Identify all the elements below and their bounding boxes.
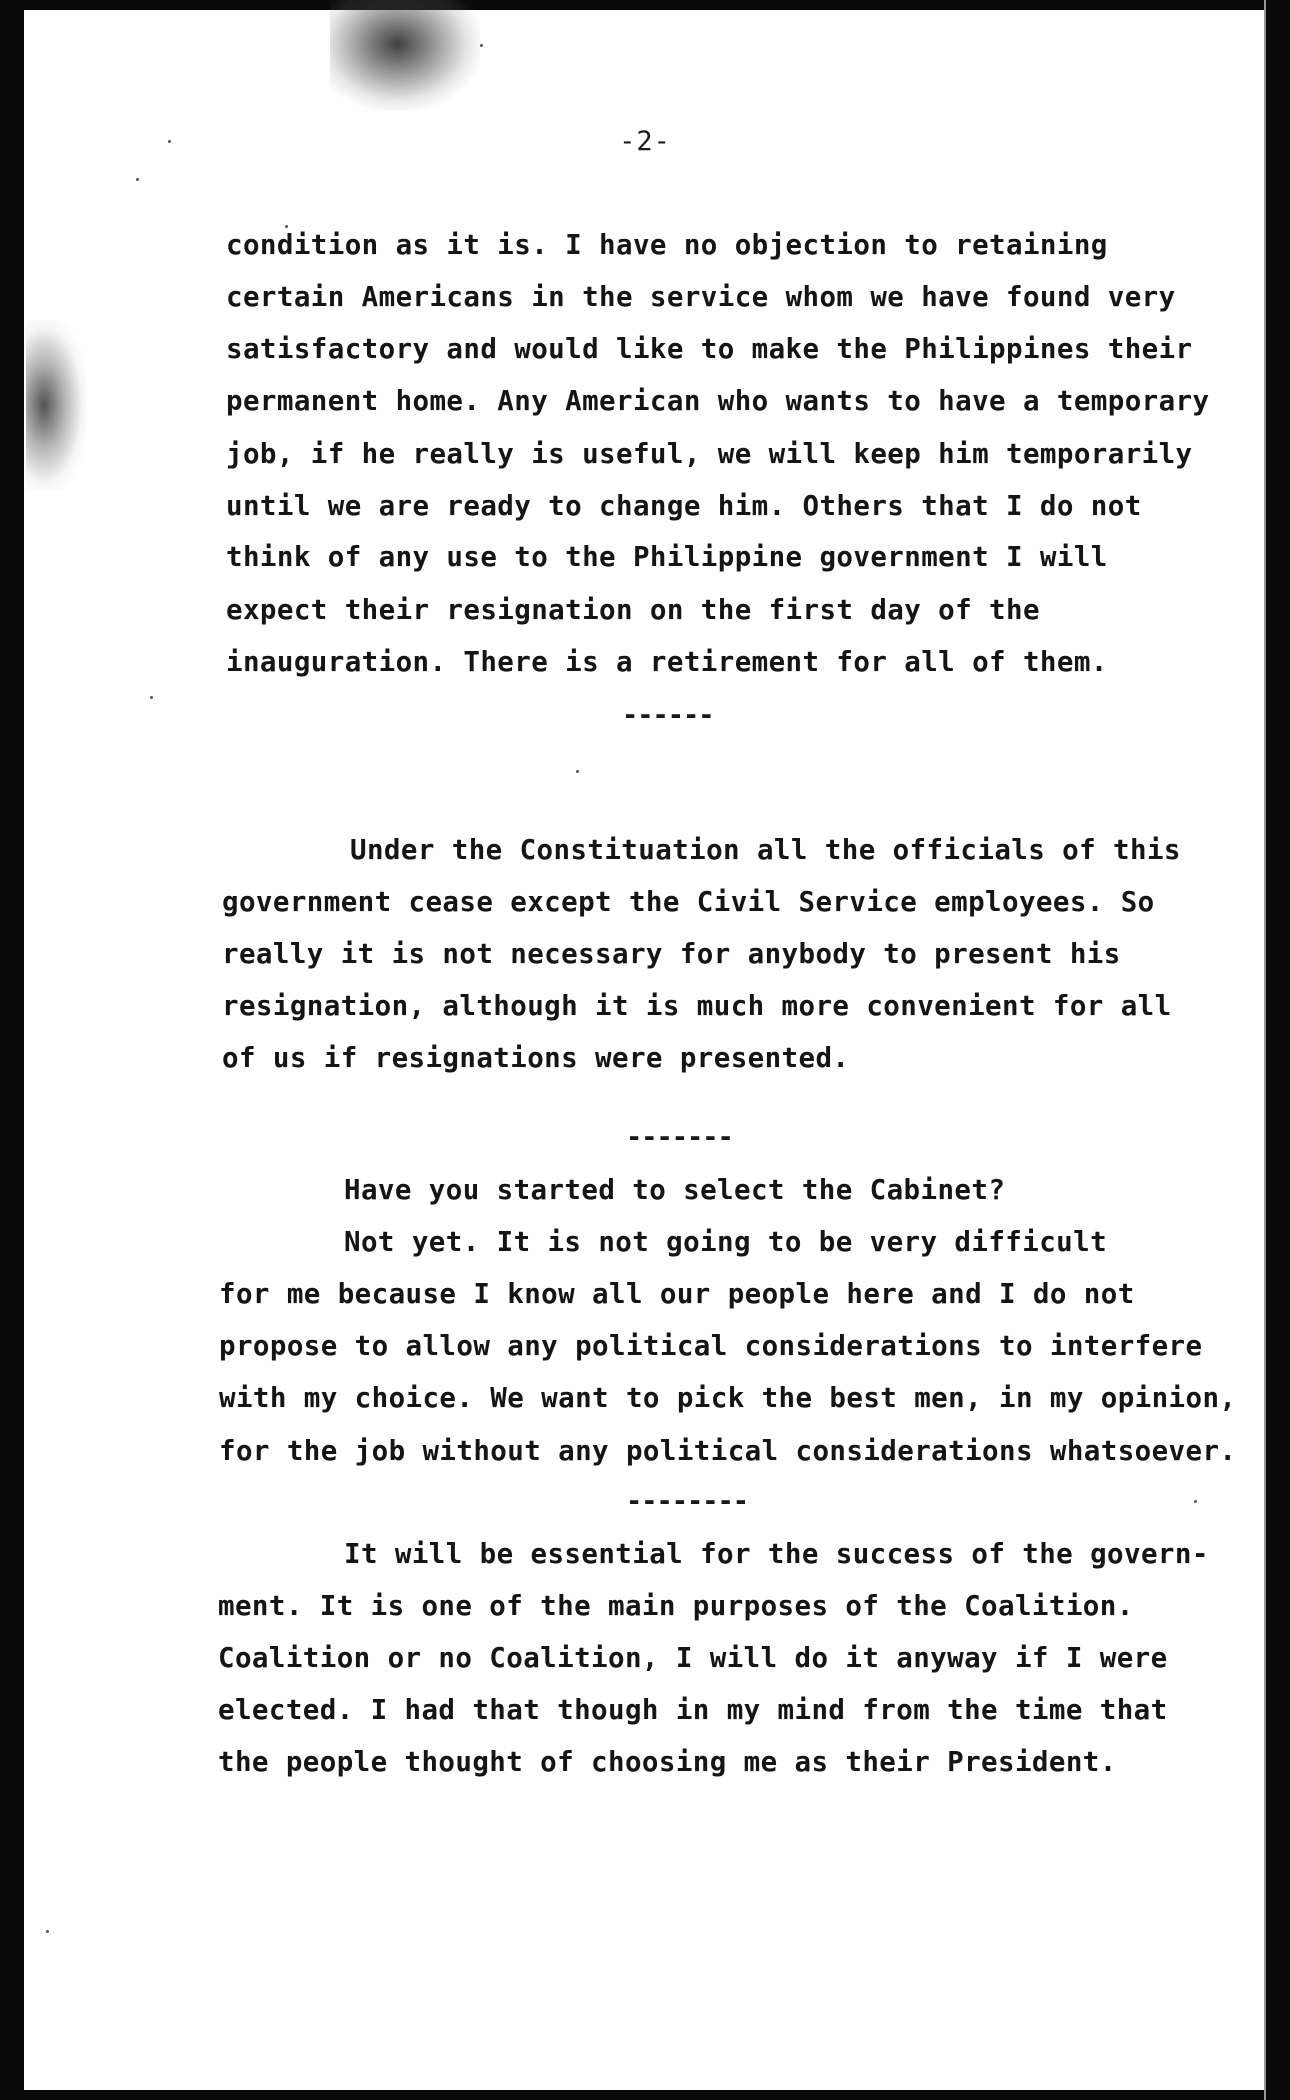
speck [480, 44, 483, 47]
text-line: permanent home. Any American who wants to have a temporary [226, 385, 1210, 417]
ink-smudge-left [26, 320, 86, 490]
scan-border-bottom [0, 2090, 1290, 2100]
text-line: Coalition or no Coalition, I will do it anyway if I were [218, 1642, 1168, 1674]
text-line: job, if he really is useful, we will keep him temporarily [226, 438, 1193, 470]
text-line: ment. It is one of the main purposes of the Coalition. [218, 1590, 1134, 1622]
speck [576, 770, 579, 773]
ink-smudge-top [330, 0, 480, 110]
speck [46, 1930, 49, 1933]
text-line: until we are ready to change him. Others that I do not [226, 490, 1142, 522]
text-line: satisfactory and would like to make the Philippines their [226, 333, 1193, 365]
text-line: with my choice. We want to pick the best men, in my opinion, [219, 1382, 1237, 1414]
text-line: the people thought of choosing me as their President. [218, 1746, 1117, 1778]
text-line: Not yet. It is not going to be very difficult [344, 1226, 1108, 1258]
text-line: of us if resignations were presented. [222, 1042, 850, 1074]
text-line: Under the Constituation all the officials of this [350, 834, 1181, 866]
text-line: think of any use to the Philippine government I will [226, 541, 1108, 573]
section-separator: ------- [626, 1122, 733, 1153]
scan-border-right [1266, 0, 1290, 2100]
question-line: Have you started to select the Cabinet? [344, 1174, 1006, 1206]
text-line: for me because I know all our people here and I do not [219, 1278, 1135, 1310]
scan-border-top [0, 0, 1290, 10]
scan-border-left [0, 0, 24, 2100]
speck [150, 696, 153, 699]
text-line: expect their resignation on the first day of the [226, 594, 1040, 626]
text-line: government cease except the Civil Service employees. So [222, 886, 1155, 918]
text-line: for the job without any political considerations whatsoever. [219, 1435, 1237, 1467]
section-separator: -------- [626, 1486, 749, 1517]
text-line: certain Americans in the service whom we have found very [226, 281, 1176, 313]
speck [285, 225, 288, 228]
page-number: -2- [619, 126, 671, 157]
text-line: elected. I had that though in my mind from the time that [218, 1694, 1168, 1726]
text-line: It will be essential for the success of the govern- [344, 1538, 1209, 1570]
section-separator: ------ [622, 700, 714, 731]
text-line: really it is not necessary for anybody to present his [222, 938, 1121, 970]
text-line: resignation, although it is much more convenient for all [222, 990, 1172, 1022]
speck [1194, 1500, 1197, 1503]
text-line: propose to allow any political considerations to interfere [219, 1330, 1203, 1362]
speck [136, 178, 139, 181]
text-line: inauguration. There is a retirement for all of them. [226, 646, 1108, 678]
text-line: condition as it is. I have no objection to retaining [226, 229, 1108, 261]
